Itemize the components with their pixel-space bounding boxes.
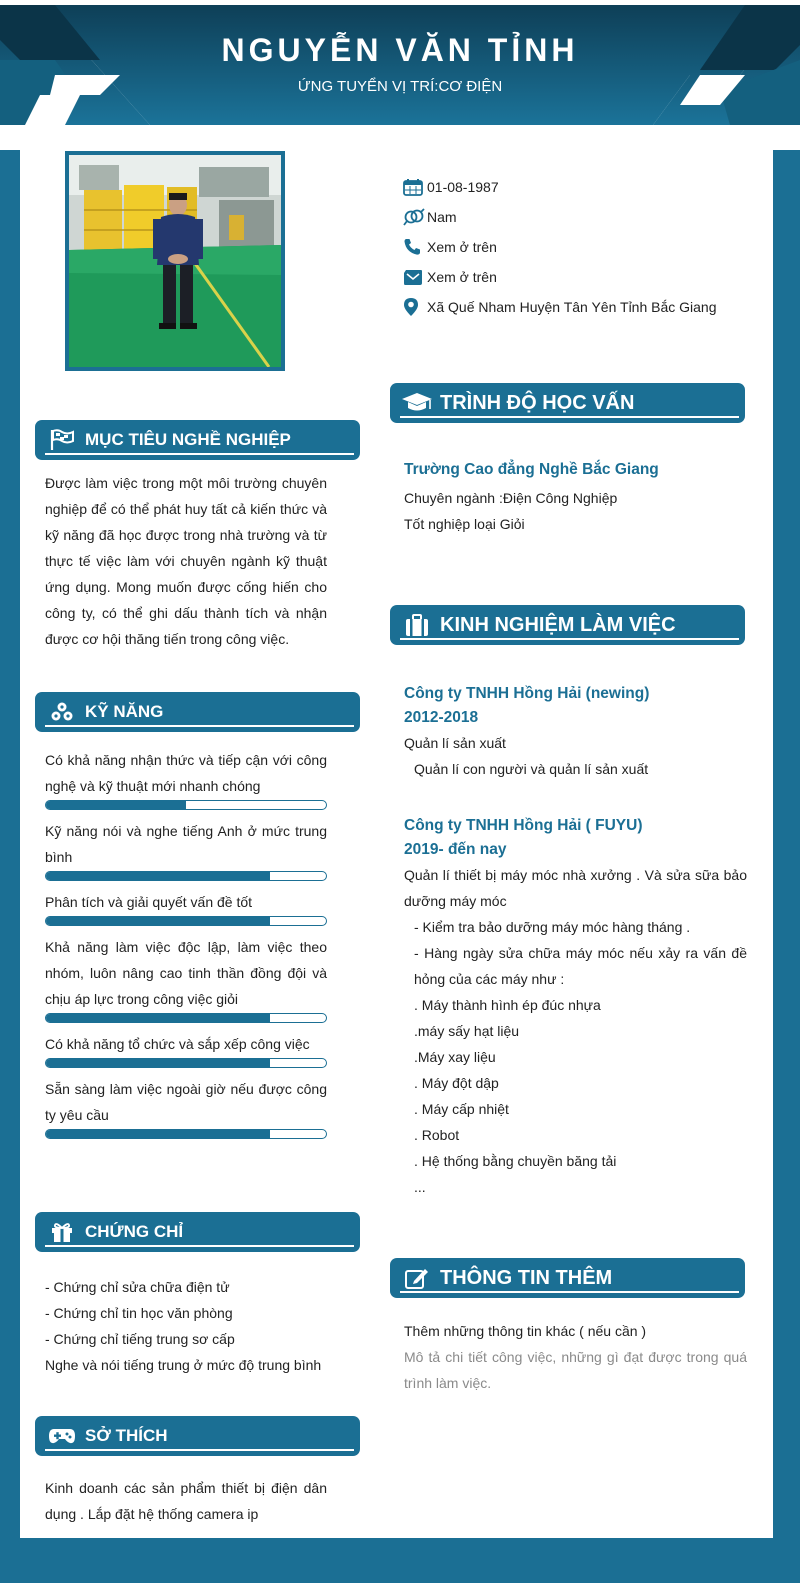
skill-bar-fill [46,801,186,809]
job-detail: .máy sấy hạt liệu [414,1023,520,1039]
graduation-cap-icon [400,389,434,417]
experience-header [390,605,745,645]
job-period: 2019- đến nay [404,841,507,858]
experience-content [404,682,747,1200]
hobbies-text: Kinh doanh các sản phẩm thiết bị điện dân dụng . Lắp đặt hệ thống camera ip [45,1480,327,1522]
skills-title: KỸ NĂNG [85,702,164,721]
skill-bar-fill [46,917,270,925]
job-detail: . Hệ thống bằng chuyền băng tải [414,1153,617,1169]
certificates-title: CHỨNG CHỈ [85,1222,184,1241]
objective-text: Được làm việc trong một môi trường chuyên nghiệp để có thể phát huy tất cả kiến thức và kỹ năng đã học được trong nhà trường và từ thực tế việc làm với chuyên ngành kỹ thuật ứng dụng. Mong muốn được cống hiến cho công ty, có thể ghi dấu thành tích và nhận được cơ hội thăng tiến trong công việc. [45,475,327,647]
avatar-photo [69,155,281,367]
skill-text: Kỹ năng nói và nghe tiếng Anh ở mức trung bình [45,823,327,865]
hobbies-header [35,1416,360,1456]
skill-bar-fill [46,1130,270,1138]
email-value: Xem ở trên [427,269,497,285]
job-company: Công ty TNHH Hồng Hải (newing) [404,685,650,702]
certificate-line: - Chứng chỉ sửa chữa điện tử [45,1279,230,1295]
edit-icon [400,1264,434,1292]
skill-bar [45,1058,327,1068]
skill-bar [45,1013,327,1023]
job-role: Quản lí sản xuất [404,735,506,751]
objective-header [35,420,360,460]
education-header [390,383,745,423]
job-company: Công ty TNHH Hồng Hải ( FUYU) [404,817,643,834]
skill-bar [45,800,327,810]
frame-left [0,150,20,1583]
location-icon [403,296,427,318]
gender-icon [403,206,427,228]
education-title: TRÌNH ĐỘ HỌC VẤN [440,391,635,414]
skill-item [45,934,327,1023]
more-info-content [404,1318,747,1396]
flag-icon [45,426,79,454]
job-entry [404,682,747,782]
header-banner [0,0,800,125]
gift-icon [45,1218,79,1246]
skill-item [45,889,327,926]
job-detail: - Hàng ngày sửa chữa máy móc nếu xảy ra vấn đề hỏng của các máy như : [414,945,747,987]
frame-bottom [0,1538,800,1583]
certificates-list [45,1274,335,1378]
phone-value: Xem ở trên [427,239,497,255]
job-entry [404,814,747,1200]
candidate-name: NGUYỄN VĂN TỈNH [221,32,579,68]
more-info-line: Thêm những thông tin khác ( nếu cần ) [404,1323,647,1339]
more-info-placeholder: Mô tả chi tiết công việc, những gì đạt được trong quá trình làm việc. [404,1349,747,1391]
objective-title: MỤC TIÊU NGHỀ NGHIỆP [85,430,291,449]
contact-email [403,262,717,292]
frame-right [773,150,800,1583]
certificate-line: - Chứng chỉ tiếng trung sơ cấp [45,1331,235,1347]
gamepad-icon [45,1422,79,1450]
education-grade: Tốt nghiệp loại Giỏi [404,516,525,532]
skill-bar-fill [46,1014,270,1022]
education-content [404,458,749,537]
job-detail: . Robot [414,1127,460,1143]
contact-gender [403,202,717,232]
phone-icon [403,236,427,258]
skill-text: Sẵn sàng làm việc ngoài giờ nếu được công ty yêu cầu [45,1081,327,1123]
hobbies-title: SỞ THÍCH [85,1426,168,1445]
skills-icon [45,698,79,726]
education-major: Chuyên ngành :Điện Công Nghiệp [404,490,618,506]
skill-bar [45,1129,327,1139]
skill-text: Có khả năng tổ chức và sắp xếp công việc [45,1036,310,1052]
skills-header [35,692,360,732]
job-detail: . Máy đột dập [414,1075,499,1091]
education-school: Trường Cao đẳng Nghề Bắc Giang [404,461,659,478]
skill-text: Phân tích và giải quyết vấn đề tốt [45,894,253,910]
job-role: Quản lí thiết bị máy móc nhà xưởng . Và sửa sữa bảo dưỡng máy móc [404,867,747,909]
skill-item [45,1031,327,1068]
contact-info [403,172,717,322]
skill-item [45,818,327,881]
applied-position: ỨNG TUYỂN VỊ TRÍ:CƠ ĐIỆN [297,78,503,95]
experience-title: KINH NGHIỆM LÀM VIỆC [440,613,676,636]
contact-phone [403,232,717,262]
job-detail: ... [414,1179,426,1195]
skill-bar [45,871,327,881]
job-detail: Quản lí con người và quản lí sản xuất [414,761,649,777]
avatar [65,151,285,371]
skill-bar-fill [46,872,270,880]
briefcase-icon [400,611,434,639]
skill-item [45,747,327,810]
certificate-line: - Chứng chỉ tin học văn phòng [45,1305,233,1321]
skill-item [45,1076,327,1139]
more-info-header [390,1258,745,1298]
job-detail: . Máy thành hình ép đúc nhựa [414,997,601,1013]
certificates-header [35,1212,360,1252]
email-icon [403,266,427,288]
skill-text: Có khả năng nhận thức và tiếp cận với công nghệ và kỹ thuật mới nhanh chóng [45,752,327,794]
job-detail: - Kiểm tra bảo dưỡng máy móc hàng tháng . [414,919,691,935]
birthday-value: 01-08-1987 [427,179,499,195]
certificate-line: Nghe và nói tiếng trung ở mức độ trung bình [45,1357,322,1373]
skills-list [45,747,327,1147]
gender-value: Nam [427,209,457,225]
job-period: 2012-2018 [404,709,479,726]
skill-bar [45,916,327,926]
address-value: Xã Quế Nham Huyện Tân Yên Tỉnh Bắc Giang [427,299,717,315]
skill-bar-fill [46,1059,270,1067]
skill-text: Khả năng làm việc độc lập, làm việc theo nhóm, luôn nâng cao tinh thần đồng đội và chịu áp lực trong công việc giỏi [45,939,327,1007]
calendar-icon [403,176,427,198]
more-info-title: THÔNG TIN THÊM [440,1266,613,1289]
contact-address [403,292,717,322]
job-detail: .Máy xay liệu [414,1049,496,1065]
contact-birthday [403,172,717,202]
job-detail: . Máy cấp nhiệt [414,1101,509,1117]
